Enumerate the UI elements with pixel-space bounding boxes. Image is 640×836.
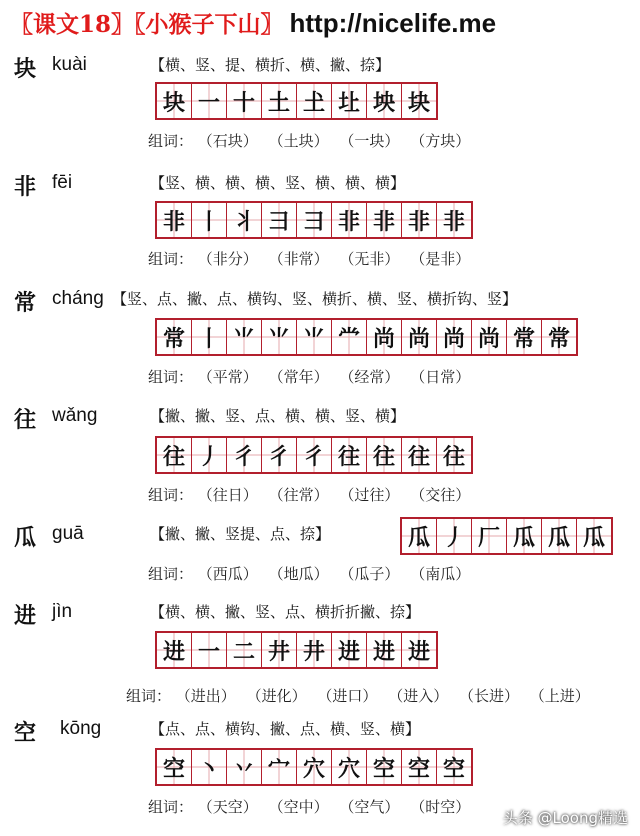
grid-cell: 空 bbox=[367, 750, 402, 784]
word-list bbox=[148, 366, 476, 387]
grid-cell: 厂 bbox=[472, 519, 507, 553]
grid-cell: 进 bbox=[157, 633, 192, 667]
grid-cell: 瓜 bbox=[507, 519, 542, 553]
word-item: （进入） bbox=[388, 687, 449, 705]
entry-character: 瓜 bbox=[14, 525, 37, 551]
grid-cell: 十 bbox=[227, 84, 262, 118]
grid-cell: 进 bbox=[332, 633, 367, 667]
word-list bbox=[148, 484, 476, 505]
grid-cell: ⺌ bbox=[262, 320, 297, 354]
grid-cell: 丬 bbox=[227, 203, 262, 237]
word-item: （土块） bbox=[268, 132, 329, 150]
word-list bbox=[148, 130, 476, 151]
grid-cell: ⺌ bbox=[297, 320, 332, 354]
grid-cell: 丿 bbox=[437, 519, 472, 553]
entry-character: 空 bbox=[14, 720, 37, 746]
grid-cell: 彳 bbox=[262, 438, 297, 472]
stroke-grid bbox=[400, 517, 613, 555]
words-label: 组词： bbox=[148, 798, 194, 816]
grid-cell: 常 bbox=[157, 320, 192, 354]
grid-cell: 彐 bbox=[262, 203, 297, 237]
grid-cell: 往 bbox=[437, 438, 471, 472]
lesson-title: 〖小猴子下山〗 bbox=[134, 11, 284, 38]
grid-cell: 尚 bbox=[367, 320, 402, 354]
entry-pinyin: jìn bbox=[52, 601, 73, 622]
word-item: （过往） bbox=[339, 486, 400, 504]
stroke-order-text: 【横、横、撇、竖、点、横折折撇、捺】 bbox=[150, 603, 421, 621]
word-item: （时空） bbox=[410, 798, 471, 816]
stroke-grid bbox=[155, 748, 473, 786]
grid-cell: 丶 bbox=[192, 750, 227, 784]
watermark: 头条 @Loong精选 bbox=[502, 809, 628, 827]
word-item: （瓜子） bbox=[339, 565, 400, 583]
word-item: （交往） bbox=[410, 486, 471, 504]
entry-pinyin: fēi bbox=[52, 172, 73, 193]
grid-cell: 块 bbox=[402, 84, 436, 118]
entry-character: 往 bbox=[14, 407, 37, 433]
grid-cell: 瓜 bbox=[542, 519, 577, 553]
grid-cell: 彳 bbox=[227, 438, 262, 472]
grid-cell: 进 bbox=[402, 633, 436, 667]
grid-cell: 彐 bbox=[297, 203, 332, 237]
grid-cell: 空 bbox=[157, 750, 192, 784]
grid-cell: 进 bbox=[367, 633, 402, 667]
char-entry bbox=[0, 286, 640, 386]
entry-character: 常 bbox=[14, 290, 37, 316]
grid-cell: 宀 bbox=[262, 750, 297, 784]
grid-cell: 常 bbox=[507, 320, 542, 354]
grid-cell: 块 bbox=[157, 84, 192, 118]
grid-cell: 瓜 bbox=[577, 519, 611, 553]
word-item: （往日） bbox=[197, 486, 258, 504]
page-header bbox=[10, 6, 496, 46]
word-item: （日常） bbox=[410, 368, 471, 386]
grid-cell: 𡈽 bbox=[297, 84, 332, 118]
word-list bbox=[148, 248, 476, 269]
grid-cell: 龸 bbox=[332, 320, 367, 354]
word-item: （常年） bbox=[268, 368, 329, 386]
stroke-order-text: 【撇、撇、竖、点、横、横、竖、横】 bbox=[150, 407, 406, 425]
entry-character: 进 bbox=[14, 603, 37, 629]
char-entry bbox=[0, 52, 640, 152]
grid-cell: 往 bbox=[157, 438, 192, 472]
stroke-grid bbox=[155, 82, 438, 120]
lesson-number: 〖课文18〗 bbox=[10, 11, 135, 38]
words-label: 组词： bbox=[126, 687, 172, 705]
stroke-grid bbox=[155, 631, 438, 669]
grid-cell: 一 bbox=[192, 84, 227, 118]
word-item: （天空） bbox=[197, 798, 258, 816]
char-entry bbox=[0, 403, 640, 503]
word-item: （非分） bbox=[197, 250, 258, 268]
words-label: 组词： bbox=[148, 368, 194, 386]
grid-cell: ⺌ bbox=[227, 320, 262, 354]
stroke-grid bbox=[155, 201, 473, 239]
stroke-order-text: 【点、点、横钩、撇、点、横、竖、横】 bbox=[150, 720, 421, 738]
grid-cell: 尚 bbox=[472, 320, 507, 354]
char-entry bbox=[0, 521, 640, 593]
stroke-order-text: 【竖、点、撇、点、横钩、竖、横折、横、竖、横折钩、竖】 bbox=[112, 290, 518, 308]
word-item: （西瓜） bbox=[197, 565, 258, 583]
grid-cell: 穴 bbox=[332, 750, 367, 784]
word-item: （进出） bbox=[175, 687, 236, 705]
entry-pinyin: guā bbox=[52, 523, 84, 544]
grid-cell: 非 bbox=[367, 203, 402, 237]
word-item: （无非） bbox=[339, 250, 400, 268]
word-item: （经常） bbox=[339, 368, 400, 386]
word-item: （平常） bbox=[197, 368, 258, 386]
word-item: （一块） bbox=[339, 132, 400, 150]
grid-cell: 往 bbox=[367, 438, 402, 472]
grid-cell: 井 bbox=[297, 633, 332, 667]
grid-cell: 往 bbox=[332, 438, 367, 472]
stroke-grid bbox=[155, 318, 578, 356]
char-entry bbox=[0, 170, 640, 270]
entry-pinyin: cháng bbox=[52, 288, 104, 309]
grid-cell: 往 bbox=[402, 438, 437, 472]
word-item: （地瓜） bbox=[268, 565, 329, 583]
site-url: http://nicelife.me bbox=[289, 8, 497, 38]
grid-cell: 土 bbox=[262, 84, 297, 118]
words-label: 组词： bbox=[148, 132, 194, 150]
grid-cell: 常 bbox=[542, 320, 576, 354]
stroke-order-text: 【横、竖、提、横折、横、撇、捺】 bbox=[150, 56, 391, 74]
word-item: （进口） bbox=[317, 687, 378, 705]
grid-cell: 空 bbox=[437, 750, 471, 784]
grid-cell: 非 bbox=[402, 203, 437, 237]
word-item: （空气） bbox=[339, 798, 400, 816]
grid-cell: 瓜 bbox=[402, 519, 437, 553]
word-item: （长进） bbox=[458, 687, 519, 705]
grid-cell: 穴 bbox=[297, 750, 332, 784]
words-label: 组词： bbox=[148, 250, 194, 268]
word-item: （方块） bbox=[410, 132, 471, 150]
grid-cell: 井 bbox=[262, 633, 297, 667]
stroke-order-text: 【竖、横、横、横、竖、横、横、横】 bbox=[150, 174, 406, 192]
grid-cell: 尚 bbox=[437, 320, 472, 354]
grid-cell: 一 bbox=[192, 633, 227, 667]
entry-pinyin: kuài bbox=[52, 54, 87, 75]
grid-cell: 尚 bbox=[402, 320, 437, 354]
word-item: （上进） bbox=[529, 687, 590, 705]
entry-character: 非 bbox=[14, 174, 37, 200]
word-item: （空中） bbox=[268, 798, 329, 816]
grid-cell: 非 bbox=[157, 203, 192, 237]
word-list bbox=[126, 685, 596, 706]
grid-cell: 丷 bbox=[227, 750, 262, 784]
grid-cell: 彳 bbox=[297, 438, 332, 472]
grid-cell: 丨 bbox=[192, 203, 227, 237]
word-item: （进化） bbox=[246, 687, 307, 705]
grid-cell: 丿 bbox=[192, 438, 227, 472]
grid-cell: 非 bbox=[437, 203, 471, 237]
stroke-grid bbox=[155, 436, 473, 474]
grid-cell: 二 bbox=[227, 633, 262, 667]
word-item: （往常） bbox=[268, 486, 329, 504]
stroke-order-text: 【撇、撇、竖提、点、捺】 bbox=[150, 525, 331, 543]
grid-cell: 非 bbox=[332, 203, 367, 237]
word-list bbox=[148, 563, 476, 584]
char-entry bbox=[0, 599, 640, 709]
word-item: （南瓜） bbox=[410, 565, 471, 583]
word-item: （非常） bbox=[268, 250, 329, 268]
grid-cell: 空 bbox=[402, 750, 437, 784]
words-label: 组词： bbox=[148, 486, 194, 504]
word-item: （是非） bbox=[410, 250, 471, 268]
grid-cell: 丨 bbox=[192, 320, 227, 354]
grid-cell: 坱 bbox=[367, 84, 402, 118]
entry-pinyin: kōng bbox=[60, 718, 102, 739]
word-list bbox=[148, 796, 476, 817]
entry-character: 块 bbox=[14, 56, 37, 82]
entry-pinyin: wǎng bbox=[52, 405, 98, 426]
word-item: （石块） bbox=[197, 132, 258, 150]
words-label: 组词： bbox=[148, 565, 194, 583]
grid-cell: 圵 bbox=[332, 84, 367, 118]
